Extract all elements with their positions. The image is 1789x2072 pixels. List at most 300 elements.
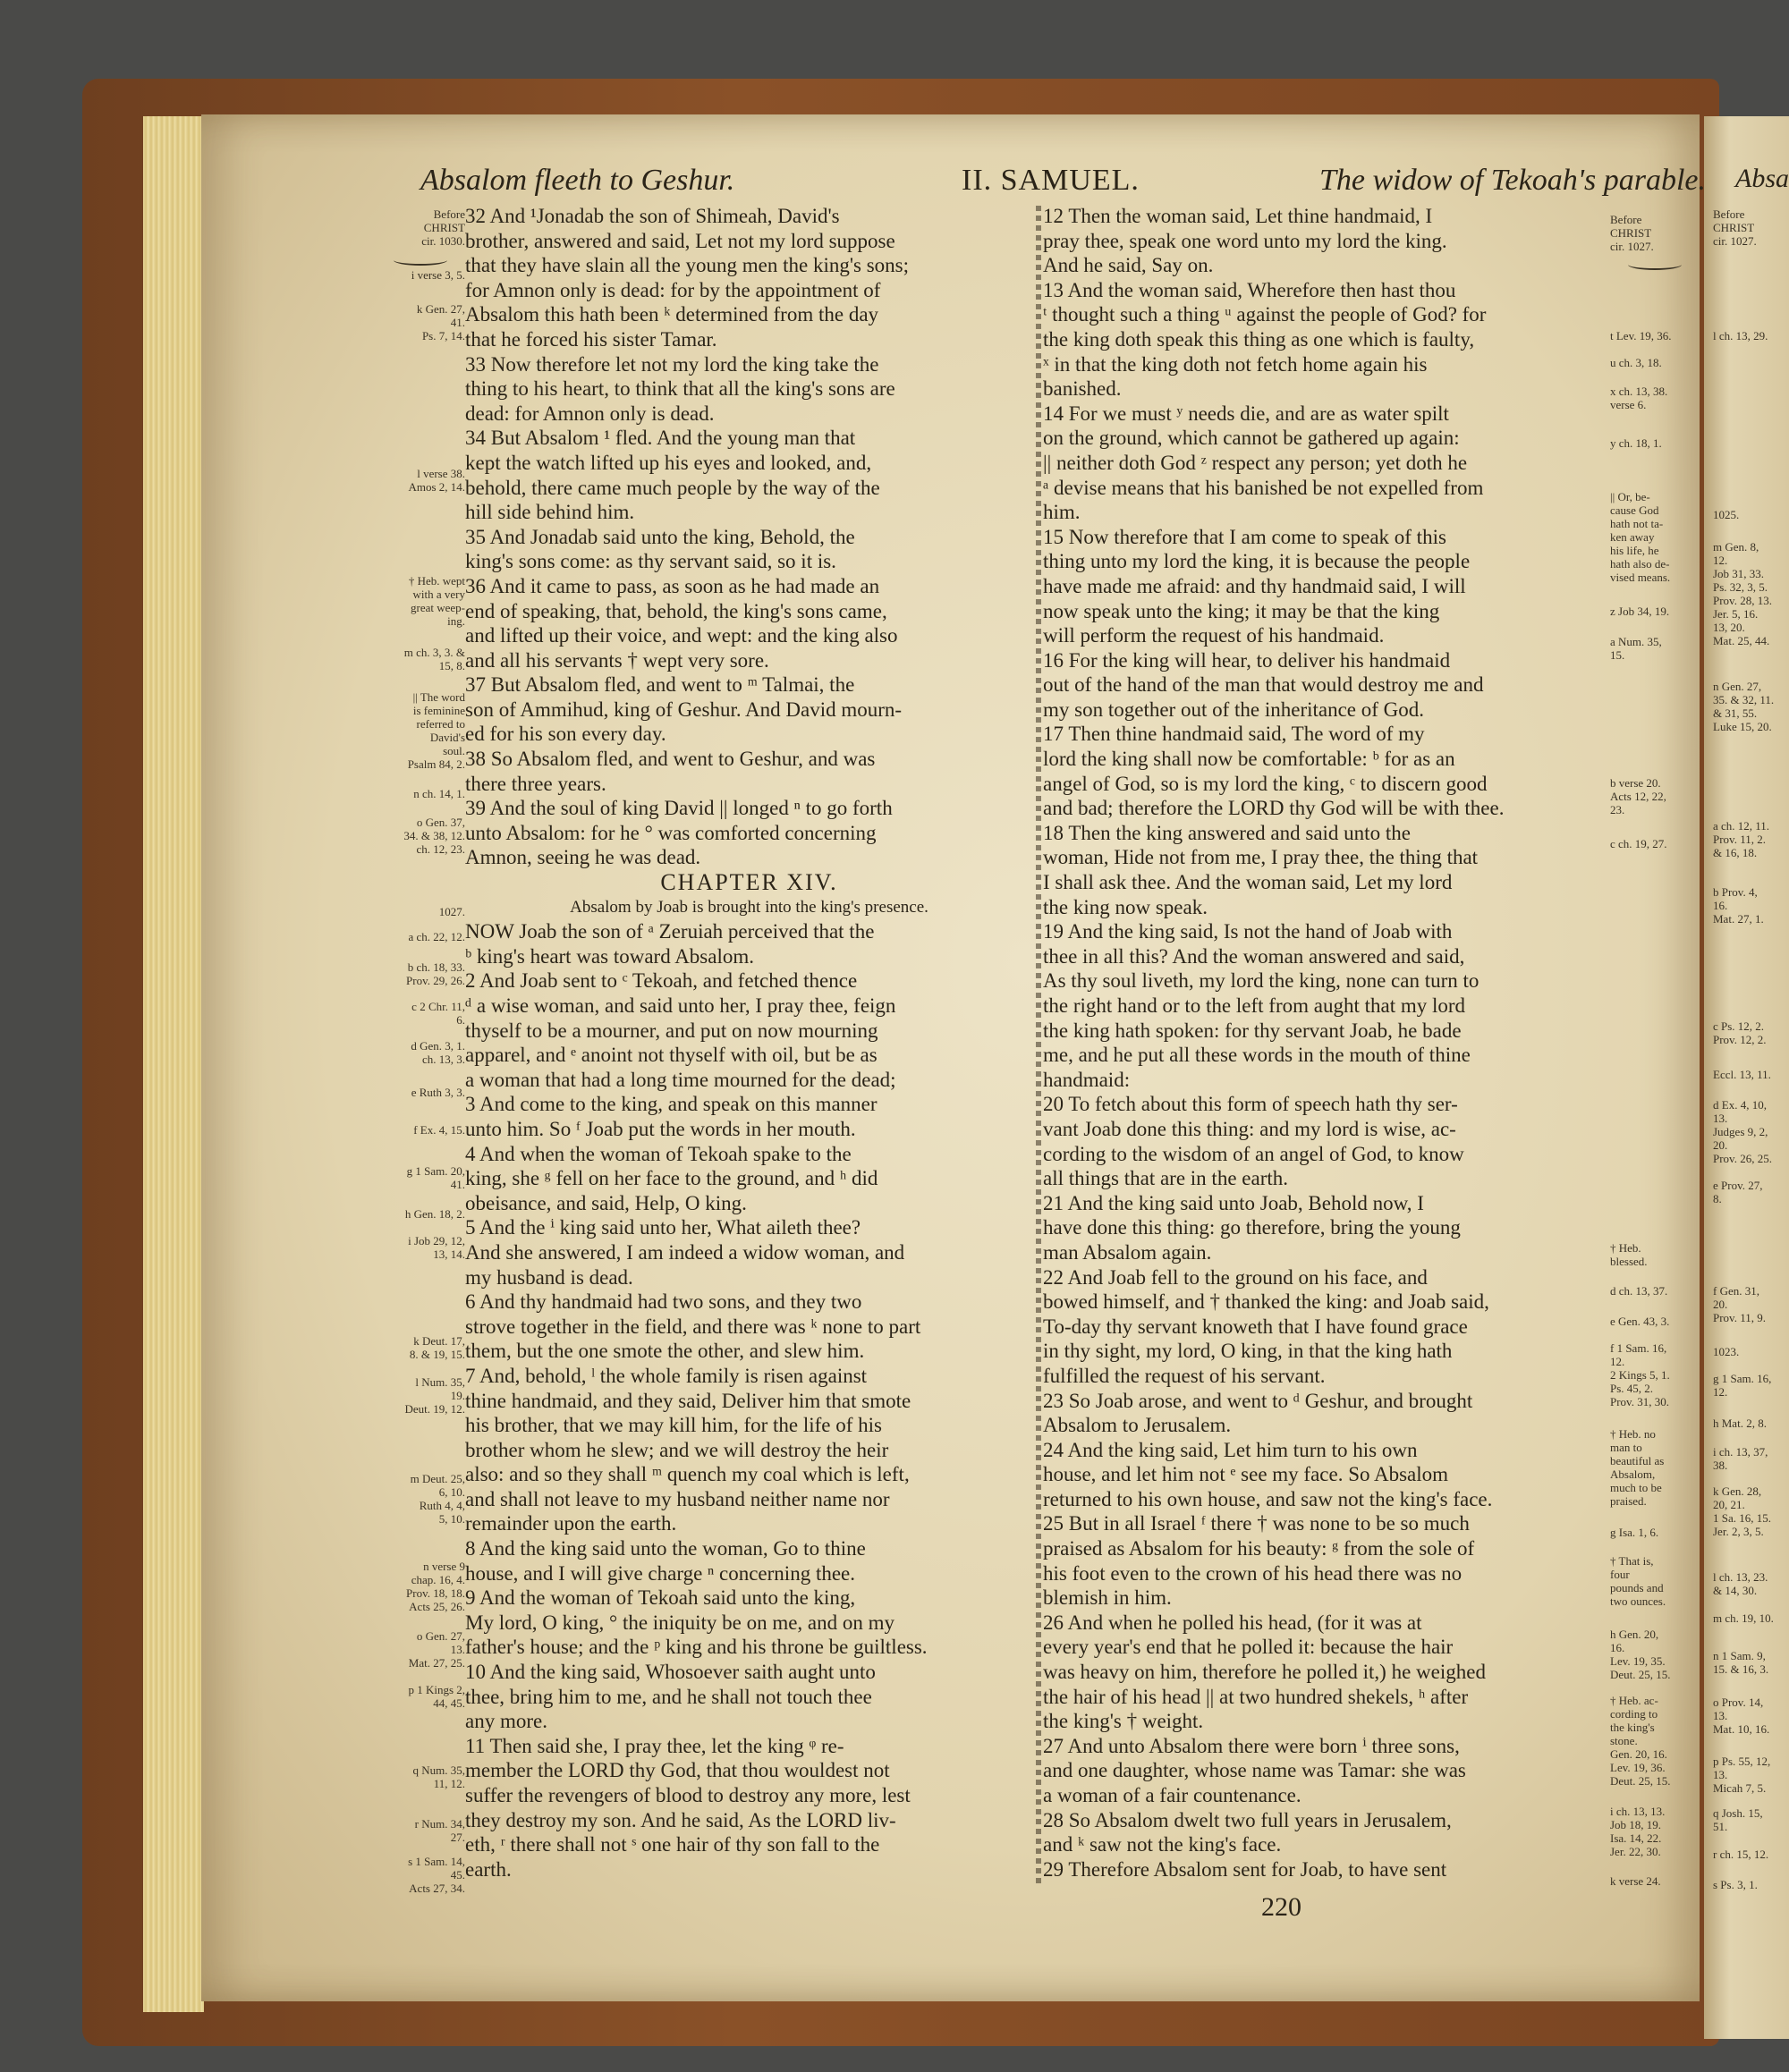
margin-note	[1610, 1368, 1691, 1408]
verse-line: was heavy on him, therefore he polled it,) he weighed	[1043, 1661, 1486, 1684]
margin-note-line: & 16, 18.	[1713, 846, 1758, 859]
margin-note	[380, 268, 465, 282]
margin-note	[1713, 819, 1789, 859]
margin-note	[1713, 1570, 1789, 1597]
margin-note	[1610, 1874, 1691, 1888]
margin-note	[1610, 1694, 1691, 1747]
margin-note-line: 13.	[450, 1643, 465, 1656]
verse-line: 5 And the ⁱ king said unto her, What aileth thee?	[465, 1216, 861, 1239]
verse-line: in thy sight, my lord, O king, in that the king hath	[1043, 1340, 1453, 1363]
verse-line: any more.	[465, 1710, 547, 1733]
margin-note	[1713, 1345, 1789, 1358]
text-column-left	[465, 204, 1033, 1882]
margin-note-line: CHRIST	[1713, 221, 1755, 234]
margin-note-line: 6.	[456, 1013, 465, 1027]
margin-note-line: with a very	[412, 588, 465, 601]
margin-note-line: Mat. 27, 1.	[1713, 912, 1764, 926]
margin-note	[1610, 837, 1691, 850]
verse-line: 29 Therefore Absalom sent for Joab, to have sent	[1043, 1857, 1447, 1881]
margin-note	[380, 787, 465, 800]
verse-line: king's sons come: as thy servant said, so it is.	[465, 550, 836, 573]
margin-note-line: 1 Sa. 16, 15.	[1713, 1511, 1771, 1525]
verse-line: 18 Then the king answered and said unto the	[1043, 821, 1411, 844]
margin-note-line: Lev. 19, 35.	[1610, 1654, 1666, 1668]
margin-note	[1713, 540, 1789, 647]
margin-note-line: 12.	[1713, 554, 1728, 567]
verse-line: the king now speak.	[1043, 895, 1208, 918]
verse-line: 11 Then said she, I pray thee, let the king ᵠ re-	[465, 1734, 844, 1757]
margin-note-line: x ch. 13, 38.	[1610, 385, 1668, 398]
verse-line: 27 And unto Absalom there were born ⁱ three sons,	[1043, 1734, 1460, 1757]
margin-note-line: Prov. 18, 18.	[406, 1586, 465, 1600]
running-head-left: Absalom fleeth to Geshur.	[420, 164, 735, 197]
margin-note	[1713, 1284, 1789, 1324]
margin-note-line: Jer. 2, 3, 5.	[1713, 1525, 1764, 1538]
margin-note-line: k Gen. 28,	[1713, 1484, 1762, 1498]
verse-line: And he said, Say on.	[1043, 254, 1214, 277]
margin-note-line: cir. 1027.	[1713, 234, 1757, 248]
page-number: 220	[1261, 1892, 1301, 1922]
verse-line: banished.	[1043, 377, 1122, 401]
verse-line: 19 And the king said, Is not the hand of Joab with	[1043, 920, 1453, 943]
verse-line: unto Absalom: for he ° was comforted concerning	[465, 821, 877, 844]
verse-line: dead: for Amnon only is dead.	[465, 402, 715, 425]
verse-line: son of Ammihud, king of Geshur. And David mourn-	[465, 698, 903, 721]
verse-line: obeisance, and said, Help, O king.	[465, 1191, 747, 1214]
margin-note-line: Deut. 19, 12.	[404, 1402, 465, 1416]
margin-note-line: o Gen. 37,	[416, 816, 465, 829]
margin-note	[380, 1039, 465, 1066]
verse-line: on the ground, which cannot be gathered up again:	[1043, 427, 1460, 450]
margin-note	[1713, 1611, 1789, 1625]
margin-note-line: † Heb.	[1610, 1241, 1641, 1255]
margin-note-line: p Ps. 55, 12,	[1713, 1755, 1771, 1768]
margin-note	[380, 1560, 465, 1613]
margin-note-line: i ch. 13, 37,	[1713, 1445, 1768, 1459]
verse-line: || neither doth God ᶻ respect any person; yet doth he	[1043, 451, 1468, 474]
margin-note-line: l Num. 35,	[415, 1375, 465, 1389]
verse-line: and one daughter, whose name was Tamar: she was	[1043, 1759, 1466, 1782]
margin-note-line: u ch. 3, 18.	[1610, 356, 1662, 369]
verse-line: thing unto my lord the king, it is because the people	[1043, 550, 1471, 573]
margin-note-line: m Gen. 8,	[1713, 540, 1759, 554]
margin-note	[1610, 635, 1691, 662]
margin-note-line: l ch. 13, 23.	[1713, 1570, 1768, 1584]
margin-note-line: Jer. 5, 16.	[1713, 607, 1759, 621]
margin-note-line: 16.	[1610, 1641, 1625, 1654]
verse-line: fulfilled the request of his servant.	[1043, 1364, 1326, 1387]
margin-note-line: 13, 14.	[433, 1247, 465, 1261]
margin-note	[1713, 1755, 1789, 1795]
verse-line: brother whom he slew; and we will destroy the heir	[465, 1438, 889, 1461]
margin-note-line: f Ex. 4, 15.	[413, 1123, 465, 1137]
margin-note-line: Absalom,	[1610, 1467, 1656, 1481]
margin-note-line: Deut. 25, 15.	[1610, 1668, 1671, 1681]
verse-line: king, she ᵍ fell on her face to the ground, and ʰ did	[465, 1167, 878, 1190]
verse-line: ᵃ devise means that his banished be not expelled from	[1043, 476, 1484, 499]
margin-note-line: David's	[429, 731, 465, 744]
verse-line: all things that are in the earth.	[1043, 1167, 1288, 1190]
margin-note	[1610, 356, 1691, 369]
verse-line: man Absalom again.	[1043, 1240, 1212, 1264]
margin-note-line: Ps. 7, 14.	[421, 329, 465, 343]
margin-note-line: Luke 15, 20.	[1713, 720, 1772, 733]
margin-note-line: Prov. 11, 9.	[1713, 1311, 1766, 1324]
verse-line: ᵗ thought such a thing ᵘ against the people of God? for	[1043, 303, 1487, 326]
verse-line: Absalom this hath been ᵏ determined from the day	[465, 303, 879, 326]
margin-note	[380, 1207, 465, 1221]
margin-note	[380, 1123, 465, 1137]
verse-line: ed for his son every day.	[465, 723, 666, 746]
margin-note-line: 1023.	[1713, 1345, 1740, 1358]
margin-note-line: ch. 12, 23.	[416, 842, 465, 856]
margin-note-line: 35. & 32, 11.	[1713, 693, 1775, 706]
margin-note-line: 45.	[450, 1868, 465, 1882]
margin-note	[380, 1629, 465, 1670]
margin-note-line: chap. 16, 4.	[411, 1573, 465, 1586]
margin-note-line: o Gen. 27,	[416, 1629, 465, 1643]
verse-line: 9 And the woman of Tekoah said unto the king,	[465, 1586, 856, 1610]
verse-line: 36 And it came to pass, as soon as he had made an	[465, 574, 880, 597]
margin-note-line: Psalm 84, 2.	[407, 757, 465, 771]
margin-note	[1713, 1417, 1789, 1430]
margin-note-line: four	[1610, 1568, 1630, 1581]
verse-line: they destroy my son. And he said, As the LORD liv-	[465, 1808, 896, 1831]
margin-note	[1610, 385, 1691, 411]
margin-note-line: cir. 1030.	[421, 234, 465, 248]
margin-note-line: a ch. 12, 11.	[1713, 819, 1770, 833]
verse-line: angel of God, so is my lord the king, ᶜ to discern good	[1043, 772, 1488, 795]
verse-line: his foot even to the crown of his head there was no	[1043, 1561, 1463, 1585]
margin-note-line: b Prov. 4,	[1713, 885, 1758, 899]
margin-note	[1610, 776, 1691, 816]
margin-note	[1610, 1628, 1691, 1681]
verse-line: 8 And the king said unto the woman, Go to thine	[465, 1537, 866, 1560]
verse-line: vant Joab done this thing: and my lord is wise, ac-	[1043, 1117, 1456, 1140]
margin-note	[1713, 207, 1789, 248]
margin-note-line: 41.	[450, 1178, 465, 1191]
margin-note	[1713, 680, 1789, 733]
margin-note-line: 38.	[1713, 1459, 1728, 1472]
margin-note-line: Before	[1713, 207, 1745, 221]
verse-line: a woman of a fair countenance.	[1043, 1784, 1301, 1806]
verse-line: 2 And Joab sent to ᶜ Tekoah, and fetched thence	[465, 969, 858, 993]
margin-note-line: Ruth 4, 4,	[419, 1499, 465, 1512]
margin-note	[380, 1855, 465, 1895]
margin-note-line: || Or, be-	[1610, 490, 1650, 503]
margin-note-line: Acts 12, 22,	[1610, 790, 1666, 803]
margin-note-line: p 1 Kings 2,	[408, 1683, 465, 1696]
verse-line: 24 And the king said, Let him turn to his own	[1043, 1438, 1418, 1461]
gilded-page-edge	[143, 116, 204, 2012]
margin-note-line: e Ruth 3, 3.	[411, 1086, 465, 1099]
margin-note	[1610, 490, 1691, 584]
verse-line: thee, bring him to me, and he shall not touch thee	[465, 1685, 872, 1708]
margin-note-line: CHRIST	[1610, 226, 1652, 240]
margin-note-line: great weep-	[411, 601, 465, 614]
facing-page-head-fragment: Absa	[1735, 164, 1789, 193]
margin-note-line: b ch. 18, 33.	[407, 960, 465, 974]
verse-line: a woman that had a long time mourned for the dead;	[465, 1068, 896, 1091]
margin-note	[380, 690, 465, 771]
margin-note-line: stone.	[1610, 1734, 1638, 1747]
margin-note-line: † Heb. no	[1610, 1427, 1656, 1441]
verse-line: apparel, and ᵉ anoint not thyself with oil, but be as	[465, 1044, 878, 1067]
verse-line: 10 And the king said, Whosoever saith aught unto	[465, 1661, 876, 1684]
margin-note	[380, 1763, 465, 1790]
margin-note-line: n Gen. 27,	[1713, 680, 1762, 693]
margin-note-line: 11, 12.	[433, 1777, 465, 1790]
margin-note-line: l verse 38.	[417, 467, 465, 480]
margin-note-line: c Ps. 12, 2.	[1713, 1019, 1765, 1033]
verse-line: returned to his own house, and saw not the king's face.	[1043, 1487, 1493, 1510]
verse-line: cording to the wisdom of an angel of God, to know	[1043, 1142, 1464, 1165]
margin-note	[1610, 213, 1691, 253]
margin-note-line: 20.	[1713, 1298, 1728, 1311]
margin-note-line: † Heb. ac-	[1610, 1694, 1658, 1707]
margin-note-line: b verse 20.	[1610, 776, 1661, 790]
verse-line: 25 But in all Israel ᶠ there † was none to be so much	[1043, 1512, 1470, 1535]
margin-note-line: h Mat. 2, 8.	[1713, 1417, 1767, 1430]
margin-note	[380, 1817, 465, 1844]
verse-line: 16 For the king will hear, to deliver his handmaid	[1043, 648, 1451, 672]
margin-note-line: i Job 29, 12,	[408, 1234, 465, 1247]
margin-note-line: Micah 7, 5.	[1713, 1781, 1767, 1795]
margin-note-line: 19.	[450, 1389, 465, 1402]
verse-line: that they have slain all the young men the king's sons;	[465, 254, 910, 277]
margin-note-line: is feminine	[412, 704, 465, 717]
margin-note-line: verse 6.	[1610, 398, 1647, 411]
margin-note	[380, 1375, 465, 1416]
verse-line: and ᵏ saw not the king's face.	[1043, 1833, 1282, 1856]
verse-line: lord the king shall now be comfortable: ᵇ for as an	[1043, 748, 1455, 771]
margin-note	[1713, 1649, 1789, 1676]
margin-note-line: 8. & 19, 15.	[409, 1348, 465, 1361]
margin-note	[1610, 605, 1691, 618]
margin-note-line: 51.	[1713, 1820, 1728, 1833]
running-head-right: The widow of Tekoah's parable.	[1319, 164, 1706, 197]
margin-note-line: 6, 10.	[438, 1485, 465, 1499]
verse-line: 4 And when the woman of Tekoah spake to the	[465, 1142, 852, 1165]
verse-line: kept the watch lifted up his eyes and looked, and,	[465, 451, 872, 474]
margin-note-line: Before	[433, 207, 465, 221]
verse-line: 33 Now therefore let not my lord the king take the	[465, 352, 879, 376]
verse-line: 23 So Joab arose, and went to ᵈ Geshur, and brought	[1043, 1389, 1473, 1412]
verse-line: me, and he put all these words in the mouth of thine	[1043, 1044, 1471, 1067]
chapter-heading: CHAPTER XIV.	[660, 870, 838, 895]
verse-line: 20 To fetch about this form of speech hath thy ser-	[1043, 1093, 1458, 1116]
margin-note-line: much to be	[1610, 1481, 1662, 1494]
margin-note-line: l ch. 13, 29.	[1713, 329, 1768, 343]
margin-note-line: n 1 Sam. 9,	[1713, 1649, 1766, 1662]
verse-line: out of the hand of the man that would destroy me and	[1043, 673, 1484, 697]
margin-note-line: 13, 20.	[1713, 621, 1745, 634]
verse-line: house, and let him not ᵉ see my face. So Absalom	[1043, 1463, 1449, 1486]
verse-line: remainder upon the earth.	[465, 1512, 677, 1535]
margin-note-line: 2 Kings 5, 1.	[1610, 1368, 1670, 1382]
margin-note	[380, 1164, 465, 1191]
margin-note-line: 8.	[1713, 1192, 1722, 1205]
verse-line: praised as Absalom for his beauty: ᵍ from the sole of	[1043, 1537, 1475, 1560]
margin-note	[1610, 1554, 1691, 1608]
verse-line: pray thee, speak one word unto my lord the king.	[1043, 229, 1447, 252]
margin-note-line: g 1 Sam. 16,	[1713, 1372, 1772, 1385]
running-head-book: II. SAMUEL.	[962, 164, 1140, 197]
margin-note-line: 23.	[1610, 803, 1625, 816]
margin-note	[380, 960, 465, 987]
verse-line: member the LORD thy God, that thou wouldest not	[465, 1759, 890, 1782]
margin-note	[1610, 1427, 1691, 1508]
margin-note-line: f Gen. 31,	[1713, 1284, 1759, 1298]
verse-line: my son together out of the inheritance of God.	[1043, 698, 1425, 721]
margin-note-line: soul.	[443, 744, 465, 757]
verse-line: ˣ in that the king doth not fetch home again his	[1043, 352, 1428, 376]
verse-line: have made me afraid: and thy handmaid said, I will	[1043, 574, 1466, 597]
margin-note-line: d Gen. 3, 1.	[411, 1039, 465, 1053]
verse-line: 35 And Jonadab said unto the king, Behold, the	[465, 525, 855, 548]
margin-note	[1610, 1241, 1691, 1268]
margin-note-line: k Gen. 27,	[416, 302, 465, 316]
margin-note-line: 12.	[1713, 1385, 1728, 1399]
margin-note-line: i ch. 13, 13.	[1610, 1805, 1666, 1818]
verse-line: and shall not leave to my husband neither name nor	[465, 1487, 890, 1510]
verse-line: bowed himself, and † thanked the king: and Joab said,	[1043, 1290, 1489, 1314]
verse-line: 22 And Joab fell to the ground on his face, and	[1043, 1265, 1428, 1289]
margin-note-line: Ps. 32, 3, 5.	[1713, 580, 1768, 594]
margin-note-line: || The word	[412, 690, 465, 704]
verse-line: also: and so they shall ᵐ quench my coal which is left,	[465, 1463, 910, 1486]
verse-line: 14 For we must ʸ needs die, and are as water spilt	[1043, 402, 1449, 425]
verse-line: 38 So Absalom fled, and went to Geshur, and was	[465, 748, 876, 771]
verse-line: Absalom to Jerusalem.	[1043, 1414, 1232, 1437]
verse-line: his brother, that we may kill him, for the life of his	[465, 1414, 883, 1437]
margin-note-line: Mat. 25, 44.	[1713, 634, 1770, 647]
verse-line: ᵈ a wise woman, and said unto her, I pray thee, feign	[465, 994, 896, 1017]
margin-note-line: Ps. 45, 2.	[1610, 1382, 1654, 1395]
verse-line: earth.	[465, 1857, 512, 1881]
verse-line: the hair of his head || at two hundred shekels, ʰ after	[1043, 1685, 1469, 1708]
margin-note-line: Mat. 10, 16.	[1713, 1722, 1770, 1736]
text-column-right	[1043, 204, 1610, 1882]
margin-note-line: Mat. 27, 25.	[408, 1656, 465, 1670]
margin-note-line: 1025.	[1713, 508, 1740, 521]
margin-note-line: ing.	[447, 614, 465, 628]
margin-note-line: 20.	[1713, 1138, 1728, 1152]
verse-line: To-day thy servant knoweth that I have found grace	[1043, 1315, 1468, 1338]
margin-note-line: m ch. 19, 10.	[1713, 1611, 1774, 1625]
verse-line: eth, ʳ there shall not ˢ one hair of thy son fall to the	[465, 1833, 880, 1856]
verse-line: 21 And the king said unto Joab, Behold now, I	[1043, 1191, 1424, 1214]
margin-note-line: f 1 Sam. 16,	[1610, 1341, 1667, 1355]
margin-note	[1610, 1284, 1691, 1298]
margin-note	[380, 302, 465, 343]
verse-line: father's house; and the ᵖ king and his throne be guiltless.	[465, 1636, 928, 1659]
margin-note-line: his life, he	[1610, 544, 1659, 557]
verse-line: the king doth speak this thing as one which is faulty,	[1043, 327, 1475, 351]
verse-line: 3 And come to the king, and speak on this manner	[465, 1093, 878, 1116]
verse-line: and bad; therefore the LORD thy God will be with thee.	[1043, 797, 1505, 820]
margin-note-line: † Heb. wept	[408, 574, 465, 588]
verse-line: NOW Joab the son of ᵃ Zeruiah perceived that the	[465, 920, 875, 943]
margin-note-line: pounds and	[1610, 1581, 1664, 1594]
margin-note-line: cir. 1027.	[1610, 240, 1654, 253]
margin-note-line: g 1 Sam. 20,	[406, 1164, 465, 1178]
verse-line: the king's † weight.	[1043, 1710, 1204, 1733]
margin-note-line: e Gen. 43, 3.	[1610, 1315, 1670, 1328]
margin-note	[1610, 1526, 1691, 1539]
verse-line: 13 And the woman said, Wherefore then hast thou	[1043, 278, 1456, 301]
verse-line: now speak unto the king; it may be that the king	[1043, 599, 1440, 622]
margin-note-line: q Num. 35,	[412, 1763, 465, 1777]
column-divider	[1036, 206, 1041, 1887]
margin-note-line: 15. & 16, 3.	[1713, 1662, 1769, 1676]
margin-note	[380, 930, 465, 943]
verse-line: them, but the one smote the other, and slew him.	[465, 1340, 865, 1363]
margin-note-line: a ch. 22, 12.	[408, 930, 465, 943]
margin-note-line: 1027.	[438, 905, 465, 918]
margin-note-line: Prov. 26, 25.	[1713, 1152, 1772, 1165]
margin-note-line: Prov. 28, 13.	[1713, 594, 1772, 607]
margin-note-line: cording to	[1610, 1707, 1658, 1721]
margin-note-line: blessed.	[1610, 1255, 1648, 1268]
margin-note-line: 34. & 38, 12.	[403, 829, 465, 842]
margin-note-line: t Lev. 19, 36.	[1610, 329, 1672, 343]
margin-note	[1713, 885, 1789, 926]
margin-note	[380, 646, 465, 672]
margin-note-line: m Deut. 25,	[410, 1472, 465, 1485]
margin-note-line: c ch. 19, 27.	[1610, 837, 1667, 850]
margin-note-line: c 2 Chr. 11,	[411, 1000, 465, 1013]
margin-note-line: Lev. 19, 36.	[1610, 1761, 1666, 1774]
margin-note-line: Prov. 12, 2.	[1713, 1033, 1767, 1046]
verse-line: thing to his heart, to think that all the king's sons are	[465, 377, 895, 401]
margin-note-line: & 14, 30.	[1713, 1584, 1758, 1597]
margin-note	[1713, 1445, 1789, 1472]
margin-note-line: i verse 3, 5.	[411, 268, 465, 282]
margin-note-line: k Deut. 17,	[413, 1334, 465, 1348]
margin-note	[1713, 1696, 1789, 1736]
verse-line: My lord, O king, ° the iniquity be on me, and on my	[465, 1611, 895, 1634]
margin-note	[1610, 1315, 1691, 1328]
verse-line: will perform the request of his handmaid.	[1043, 624, 1385, 647]
margin-note	[380, 574, 465, 628]
margin-note-line: 13.	[1713, 1709, 1728, 1722]
margin-note-line: d Ex. 4, 10,	[1713, 1098, 1767, 1112]
margin-note-line: s Ps. 3, 1.	[1713, 1878, 1758, 1891]
margin-note-line: ken away	[1610, 530, 1655, 544]
margin-note-line: h Gen. 18, 2.	[404, 1207, 465, 1221]
margin-note	[1610, 1747, 1691, 1788]
verse-line: 28 So Absalom dwelt two full years in Jerusalem,	[1043, 1808, 1452, 1831]
margin-note-line: 44, 45.	[433, 1696, 465, 1710]
margin-note-line: 27.	[450, 1831, 465, 1844]
margin-note-line: 41.	[450, 316, 465, 329]
margin-note-line: k verse 24.	[1610, 1874, 1661, 1888]
margin-note-line: Acts 25, 26.	[409, 1600, 465, 1613]
verse-line: 6 And thy handmaid had two sons, and they two	[465, 1290, 862, 1314]
margin-note-line: man to	[1610, 1441, 1642, 1454]
margin-note	[1610, 1805, 1691, 1858]
margin-note-line: Deut. 25, 15.	[1610, 1774, 1671, 1788]
ornament-swash-right	[1628, 259, 1682, 270]
verse-line: that he forced his sister Tamar.	[465, 327, 717, 351]
margin-note-line: o Prov. 14,	[1713, 1696, 1764, 1709]
margin-note-line: Isa. 14, 22.	[1610, 1831, 1662, 1845]
verse-line: the king hath spoken: for thy servant Joab, he bade	[1043, 1019, 1462, 1042]
verse-line: brother, answered and said, Let not my lord suppose	[465, 229, 895, 252]
margin-note	[1713, 329, 1789, 343]
verse-line: 34 But Absalom ¹ fled. And the young man that	[465, 427, 856, 450]
